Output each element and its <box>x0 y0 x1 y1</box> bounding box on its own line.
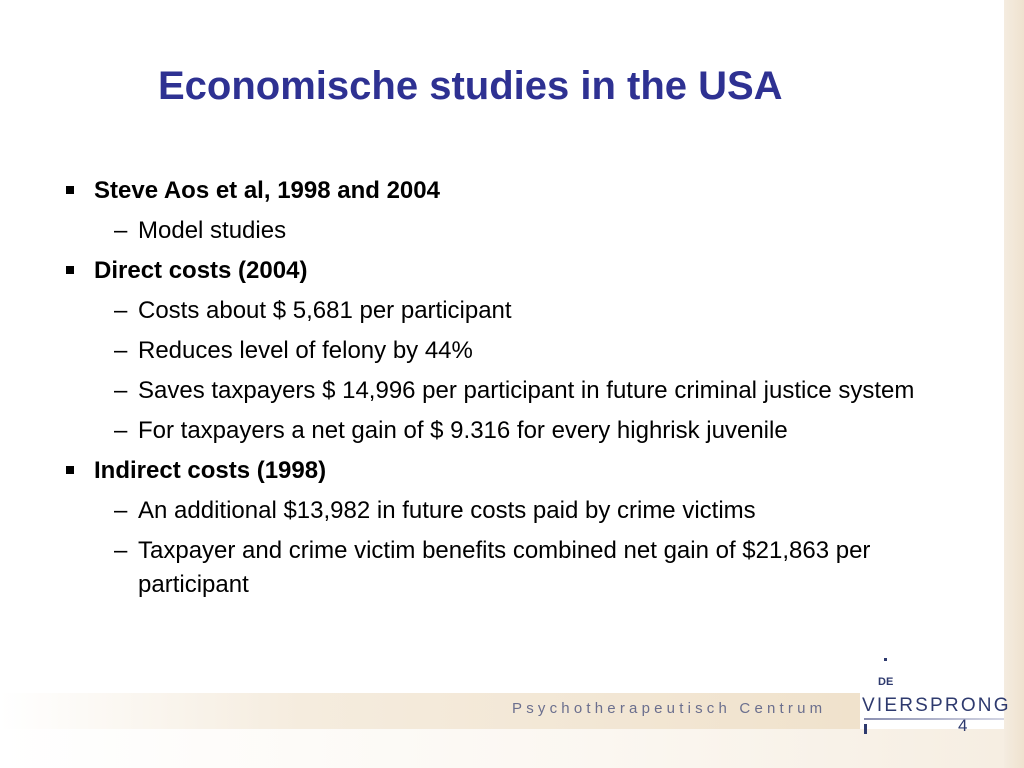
list-item <box>64 374 974 408</box>
bullet-list <box>64 174 974 602</box>
dash-bullet-icon: – <box>114 377 128 404</box>
list-item-text: Saves taxpayers $ 14,996 per participant in future criminal justice system <box>138 377 915 404</box>
logo-underline <box>864 718 1004 720</box>
list-item-text: Indirect costs (1998) <box>94 457 327 484</box>
list-item <box>64 454 974 488</box>
dash-bullet-icon: – <box>114 337 128 364</box>
list-item <box>64 334 974 368</box>
dash-bullet-icon: – <box>114 217 128 244</box>
dash-bullet-icon: – <box>114 537 128 564</box>
footer-band-lower <box>0 729 1004 768</box>
list-item-text: Direct costs (2004) <box>94 257 308 284</box>
list-item-text: Steve Aos et al, 1998 and 2004 <box>94 177 440 204</box>
page-number: 4 <box>958 716 968 735</box>
list-item <box>64 494 974 528</box>
logo-prefix: DE <box>878 676 894 688</box>
list-item-text: Taxpayer and crime victim benefits combined net gain of $21,863 per participant <box>138 537 871 598</box>
square-bullet-icon <box>66 466 74 474</box>
logo-dot-icon <box>884 658 887 661</box>
list-item <box>64 294 974 328</box>
list-item <box>64 174 974 208</box>
list-item-text: Reduces level of felony by 44% <box>138 337 473 364</box>
list-item <box>64 534 974 602</box>
list-item-text: Costs about $ 5,681 per participant <box>138 297 512 324</box>
footer-organization: Psychotherapeutisch Centrum <box>512 700 827 717</box>
list-item <box>64 214 974 248</box>
list-item <box>64 414 974 448</box>
right-decor-strip <box>1004 0 1024 768</box>
list-item-text: For taxpayers a net gain of $ 9.316 for every highrisk juvenile <box>138 417 788 444</box>
list-item <box>64 254 974 288</box>
list-item-text: Model studies <box>138 217 287 244</box>
logo-name: VIERSPRONG <box>862 695 1011 716</box>
vierspong-logo <box>860 652 1011 762</box>
square-bullet-icon <box>66 266 74 274</box>
slide-title: Economische studies in the USA <box>158 64 783 108</box>
list-item-text: An additional $13,982 in future costs paid by crime victims <box>138 497 756 524</box>
dash-bullet-icon: – <box>114 417 128 444</box>
square-bullet-icon <box>66 186 74 194</box>
dash-bullet-icon: – <box>114 497 128 524</box>
dash-bullet-icon: – <box>114 297 128 324</box>
logo-mark-icon <box>864 724 867 734</box>
